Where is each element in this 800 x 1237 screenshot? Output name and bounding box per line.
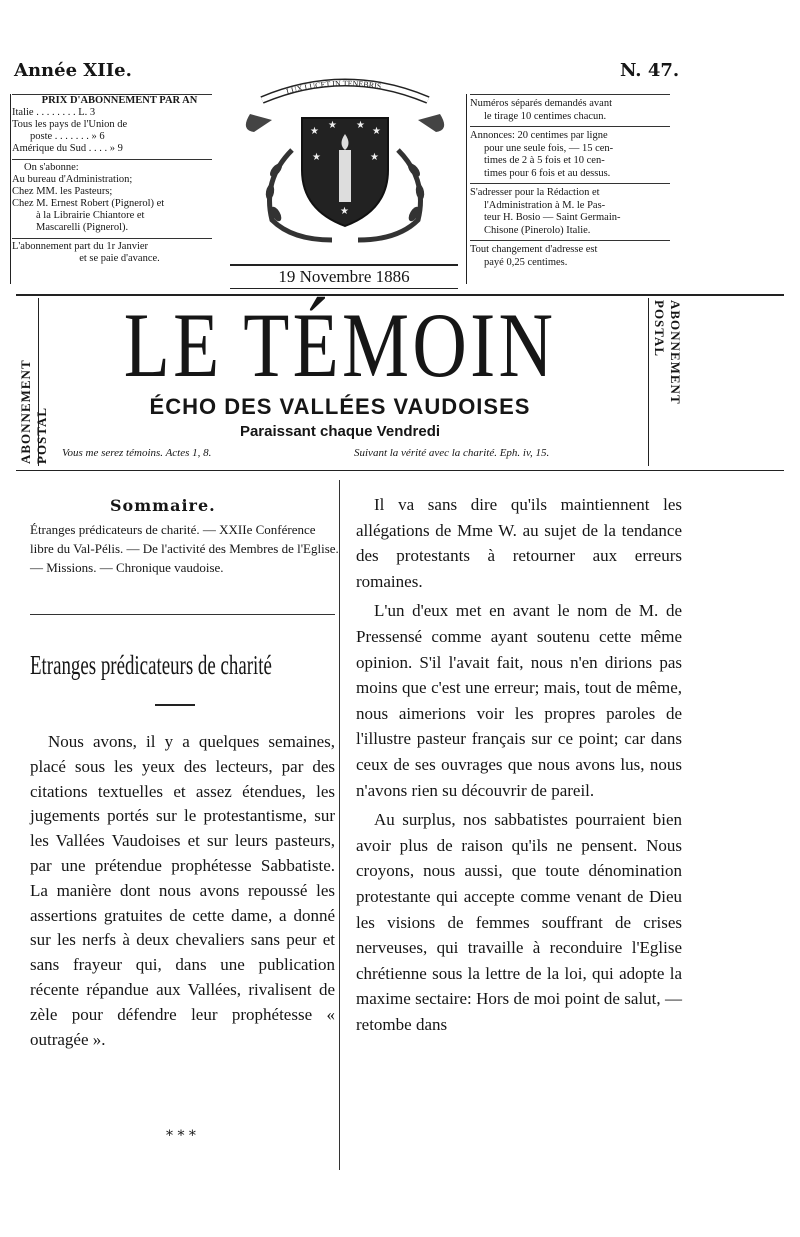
svg-text:★: ★ [310,126,319,137]
svg-text:★: ★ [312,152,321,163]
divider [470,240,670,241]
subscription-line: Au bureau d'Administration; [12,174,133,185]
subscription-line: On s'abonne: [24,162,79,173]
svg-text:★: ★ [340,206,349,217]
column-divider [339,480,340,1170]
svg-text:★: ★ [328,120,337,131]
subscription-footer: L'abonnement part du 1r Janvier [12,241,149,252]
subscription-line: Mascarelli (Pignerol). [36,222,129,233]
info-line: Chisone (Pinerolo) Italie. [484,224,591,236]
divider [12,238,212,239]
issue-number: N. 47. [620,60,680,81]
svg-text:LUX LUCET IN TENEBRIS [285,79,382,96]
subscription-line: Tous les pays de l'Union de [12,119,128,130]
summary-text: Étranges prédicateurs de charité. — XXIIe Conférence libre du Val-Pélis. — De l'activité des Membres de l'Eglise. — Missions. — Chronique vaudoise. [30,522,339,575]
subscription-line: à la Librairie Chiantore et [36,210,145,221]
subscription-line: Chez MM. les Pasteurs; [12,186,113,197]
publication-frequency: Paraissant chaque Vendredi [239,423,441,440]
divider [470,126,670,127]
year-label: Année XIIe. [14,60,132,81]
info-box [470,94,680,269]
motto-left: Vous me serez témoins. Actes 1, 8. [62,447,212,459]
issue-date: 19 Novembre 1886 [230,264,458,289]
info-line: times pour 6 fois et au dessus. [484,167,611,179]
info-line: Tout changement d'adresse est [470,244,598,255]
divider [470,183,670,184]
divider [470,94,670,95]
info-line: Annonces: 20 centimes par ligne [470,130,608,141]
info-line: times de 2 à 5 fois et 10 cen- [484,155,605,166]
subscription-footer: et se paie d'avance. [79,253,160,264]
subscription-line: Chez M. Ernest Robert (Pignerol) et [12,198,165,209]
info-line: le tirage 10 centimes chacun. [484,110,607,122]
info-line: payé 0,25 centimes. [484,256,568,268]
info-line: teur H. Bosio — Saint Germain- [484,212,621,223]
subscription-title: PRIX D'ABONNEMENT PAR AN [41,95,198,106]
article-paragraph: Il va sans dire qu'ils maintiennent les allégations de Mme W. au sujet de la tendance des protestants à retourner aux erreurs romaines. [356,495,682,591]
svg-text:★: ★ [370,152,379,163]
right-box-border [466,94,467,284]
subscription-line: Amérique du Sud . . . . » 9 [12,143,123,154]
left-box-border [10,94,11,284]
section-asterisks: * * * [166,1128,196,1144]
waldensian-emblem [232,70,458,262]
subscription-box [12,94,227,265]
title-divider [155,704,195,706]
newspaper-title: LE TÉMOIN [123,294,557,396]
postal-label-right: ABONNEMENT POSTAL [652,300,683,405]
summary-divider [30,614,335,615]
info-line: Numéros séparés demandés avant [470,98,612,109]
info-line: S'adresser pour la Rédaction et [470,187,600,198]
newspaper-subtitle: ÉCHO DES VALLÉES VAUDOISES [149,394,531,419]
subscription-line: Italie . . . . . . . . L. 3 [12,107,96,118]
article-paragraph: Au surplus, nos sabbatistes pourraient bien avoir plus de raison qu'ils ne pensent. Nous croyons, nous aussi, que toute dénomination protestante qui accepte comme venant de Dieu les visions de femmes souffrant de crises nerveuses, qui travaille à reconduire l'Eglise chrétienne sous la lettre de la loi, qui adopte la maxime sectaire: Hors de moi point de salut, — retombe dans [356,810,682,1034]
summary-title: Sommaire. [110,496,216,515]
article-body-right [356,492,682,1041]
emblem-motto: LUX LUCET IN TENEBRIS [285,78,382,97]
motto-right: Suivant la vérité avec la charité. Eph. iv, 15. [354,447,550,459]
info-line: l'Administration à M. le Pas- [484,199,606,211]
info-line: pour une seule fois, — 15 cen- [484,142,614,154]
article-title: Etranges prédicateurs de charité [30,650,272,680]
article-paragraph: Nous avons, il y a quelques semaines, placé sous les yeux des lecteurs, par des citations textuelles et assez étendues, les jugements portés sur le protestantisme, sur les Vallées Vaudoises et sur leurs pasteurs, par une prétendue prophétesse Sabbatiste. La manière dont nous avons repoussé les assertions gratuites de cette dame, a donné sur les nerfs à deux chevaliers sans peur et sans frayeur qui, dans une publication récente répandue aux Vallées, rivalisent de zèle pour défendre leur prophétesse « outragée ». [30,732,335,1049]
divider [12,159,212,160]
svg-text:★: ★ [372,126,381,137]
svg-text:★: ★ [356,120,365,131]
article-body-left [30,730,335,1056]
postal-label-left: ABONNEMENT POSTAL [18,359,49,464]
article-paragraph: L'un d'eux met en avant le nom de M. de Pressensé comme ayant soutenu cette même opinion. S'il l'avait fait, nous n'en dirions pas moins que c'est une erreur; mais, tout de même, nous aimerions voir les propres paroles de l'illustre pasteur français sur ce point; car dans ceux de ses ouvrages que nous avons lus, nous n'avons rien su découvrir de pareil. [356,601,682,800]
subscription-line: poste . . . . . . . » 6 [30,131,105,142]
